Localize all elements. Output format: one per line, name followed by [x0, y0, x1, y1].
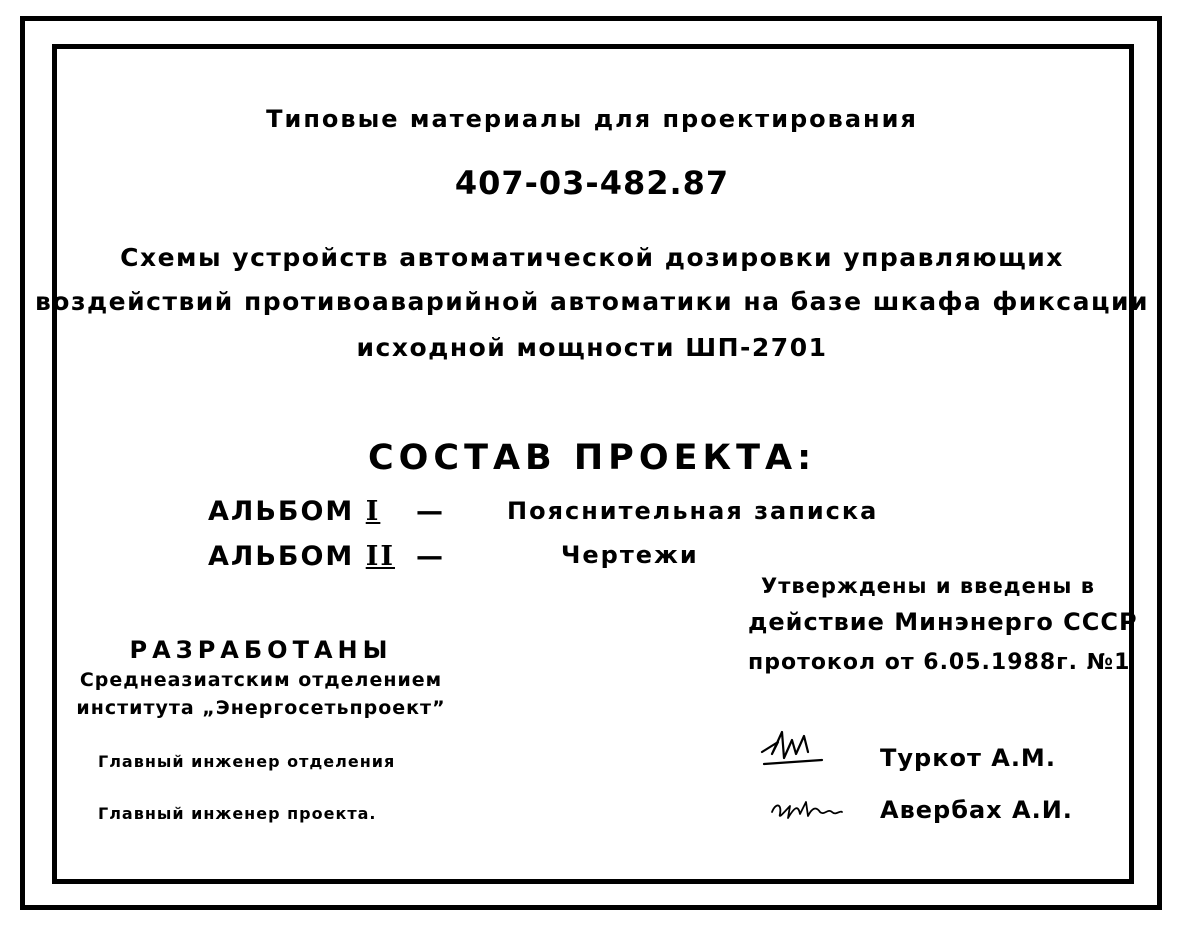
signature-1	[758, 724, 838, 774]
signatory-1-name: Туркот А.М.	[880, 744, 1056, 772]
title-line-1: Схемы устройств автоматической дозировки управляющих	[120, 243, 1064, 272]
signatory-2-name: Авербах А.И.	[880, 796, 1073, 824]
series-title: Типовые материалы для проектирования	[266, 105, 918, 133]
document-code: 407-03-482.87	[454, 164, 730, 202]
album-1-word: АЛЬБОМ	[208, 496, 355, 527]
title-line-3: исходной мощности ШП-2701	[356, 333, 828, 362]
album-1-number: I	[365, 496, 381, 527]
approval-line-1: Утверждены и введены в	[761, 574, 1095, 598]
album-1-description: Пояснительная записка	[507, 497, 879, 525]
album-2-description: Чертежи	[561, 541, 699, 569]
album-2-dash: —	[416, 541, 444, 572]
developer-line-2: института „Энергосетьпроект”	[76, 697, 446, 719]
album-2-number: II	[365, 541, 395, 572]
composition-heading: СОСТАВ ПРОЕКТА:	[367, 438, 817, 478]
album-2-word: АЛЬБОМ	[208, 541, 355, 572]
signatory-1-position: Главный инженер отделения	[98, 752, 396, 771]
album-2-label	[208, 541, 395, 572]
album-1-dash: —	[416, 496, 444, 527]
developer-line-1: Среднеазиатским отделением	[79, 669, 443, 691]
signature-2	[768, 790, 848, 830]
developer-heading: РАЗРАБОТАНЫ	[129, 636, 393, 664]
approval-line-2: действие Минэнерго СССР	[748, 608, 1138, 636]
album-1-label	[208, 496, 380, 527]
approval-line-3: протокол от 6.05.1988г. №1	[748, 650, 1131, 675]
title-line-2: воздействий противоаварийной автоматики на базе шкафа фиксации	[34, 287, 1150, 316]
signatory-2-position: Главный инженер проекта.	[98, 804, 377, 823]
